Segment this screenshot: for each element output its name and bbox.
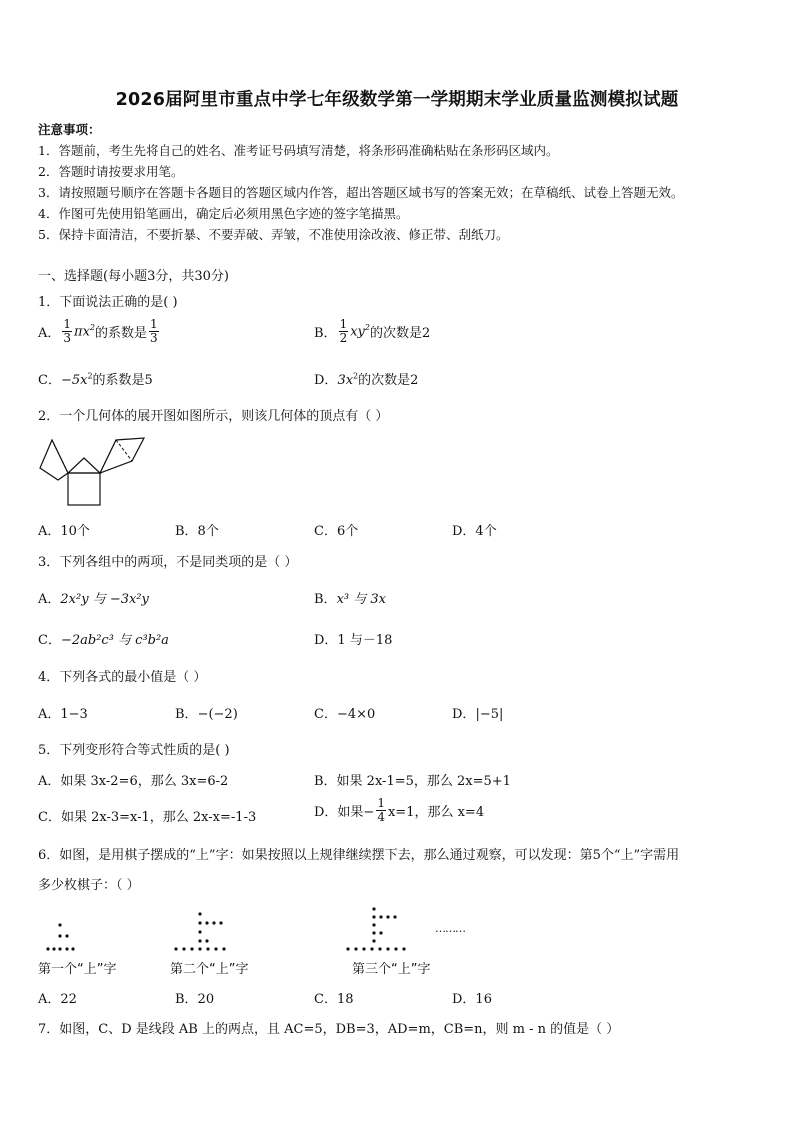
math-expr: $xy^2$ xyxy=(350,323,370,340)
question-4-stem: 4．下列各式的最小值是（ ） xyxy=(38,670,207,685)
q1-option-d: D．$3x^2$的次数是2 xyxy=(314,371,419,388)
question-1-stem: 1．下面说法正确的是( ) xyxy=(38,295,178,310)
q4-option-a: A．1−3 xyxy=(38,707,88,722)
notice-item: 3．请按照题号顺序在答题卡各题目的答题区域内作答，超出答题区域书写的答案无效；在草稿纸、试卷上答题无效。 xyxy=(38,185,684,200)
page-title: 2026届阿里市重点中学七年级数学第一学期期末学业质量监测模拟试题 xyxy=(115,90,679,110)
q3-option-d: D．1 与－18 xyxy=(314,633,393,648)
q5-option-c: C．如果 2x-3=x-1，那么 2x-x=-1-3 xyxy=(38,810,257,825)
figure-caption-2: 第二个“上”字 xyxy=(170,962,249,977)
q4-option-b: B．−(−2) xyxy=(175,707,238,722)
q1-option-c: C．$-5x^2$的系数是5 xyxy=(38,371,153,388)
q3-option-a: A．2x²y 与 −3x²y xyxy=(38,592,149,607)
chess-pattern-figures xyxy=(38,905,478,955)
question-6-stem-line2: 多少枚棋子：（ ） xyxy=(38,878,140,893)
net-diagram xyxy=(38,433,150,509)
question-3-stem: 3．下列各组中的两项，不是同类项的是（ ） xyxy=(38,555,298,570)
q2-option-d: D．4个 xyxy=(452,524,497,539)
q2-option-a: A．10个 xyxy=(38,524,90,539)
notice-item: 5．保持卡面清洁，不要折暴、不要弄破、弄皱，不准使用涂改液、修正带、刮纸刀。 xyxy=(38,227,509,242)
q4-option-c: C．−4×0 xyxy=(314,707,376,722)
q3-option-b: B．x³ 与 3x xyxy=(314,592,386,607)
notice-item: 1．答题前，考生先将自己的姓名、准考证号码填写清楚，将条形码准确粘贴在条形码区域内。 xyxy=(38,143,559,158)
q1-option-b xyxy=(314,318,430,345)
question-7-stem: 7．如图，C、D 是线段 AB 上的两点，且 AC=5，DB=3，AD=m，CB=n，则 m - n 的值是（ ） xyxy=(38,1022,620,1037)
option-label: B． xyxy=(314,326,337,341)
question-6-stem-line1: 6．如图，是用棋子摆成的“上”字：如果按照以上规律继续摆下去，那么通过观察，可以发现：第5个“上”字需用 xyxy=(38,848,680,863)
figure-caption-1: 第一个“上”字 xyxy=(38,962,117,977)
option-label: A． xyxy=(38,326,61,341)
q2-option-b: B．8个 xyxy=(175,524,219,539)
question-2-stem: 2．一个几何体的展开图如图所示，则该几何体的顶点有（ ） xyxy=(38,409,389,424)
q5-option-a: A．如果 3x-2=6，那么 3x=6-2 xyxy=(38,774,229,789)
notice-heading: 注意事项： xyxy=(38,122,101,137)
notice-item: 4．作图可先使用铅笔画出，确定后必须用黑色字迹的签字笔描黑。 xyxy=(38,206,409,221)
q5-option-d: D．如果− $\frac{1}{4}$ x=1，那么 x=4 xyxy=(314,796,485,824)
q4-option-d: D．|−5| xyxy=(452,707,504,722)
q3-option-c: C．−2ab²c³ 与 c³b²a xyxy=(38,633,169,648)
ellipsis: ……… xyxy=(435,922,465,935)
notice-item: 2．答题时请按要求用笔。 xyxy=(38,164,184,179)
q6-option-a: A．22 xyxy=(38,992,77,1007)
figure-caption-3: 第三个“上”字 xyxy=(352,962,431,977)
fraction: $\frac{1}{4}$ xyxy=(377,796,385,824)
q6-option-c: C．18 xyxy=(314,992,354,1007)
option-text: 的系数是 xyxy=(95,326,148,341)
section-heading: 一、选择题(每小题3分，共30分) xyxy=(38,269,229,284)
q2-option-c: C．6个 xyxy=(314,524,359,539)
q6-option-b: B．20 xyxy=(175,992,215,1007)
q5-option-b: B．如果 2x-1=5，那么 2x=5+1 xyxy=(314,774,511,789)
q6-option-d: D．16 xyxy=(452,992,492,1007)
fraction: $\frac{1}{2}$ xyxy=(339,317,348,345)
fraction: $\frac{1}{3}$ xyxy=(150,317,158,345)
option-text: 的次数是2 xyxy=(369,326,431,341)
fraction: $\frac{1}{3}$ xyxy=(63,317,72,345)
math-expr: $\pi x^2$ xyxy=(74,323,96,340)
question-5-stem: 5．下列变形符合等式性质的是( ) xyxy=(38,743,230,758)
q1-option-a xyxy=(38,318,161,345)
